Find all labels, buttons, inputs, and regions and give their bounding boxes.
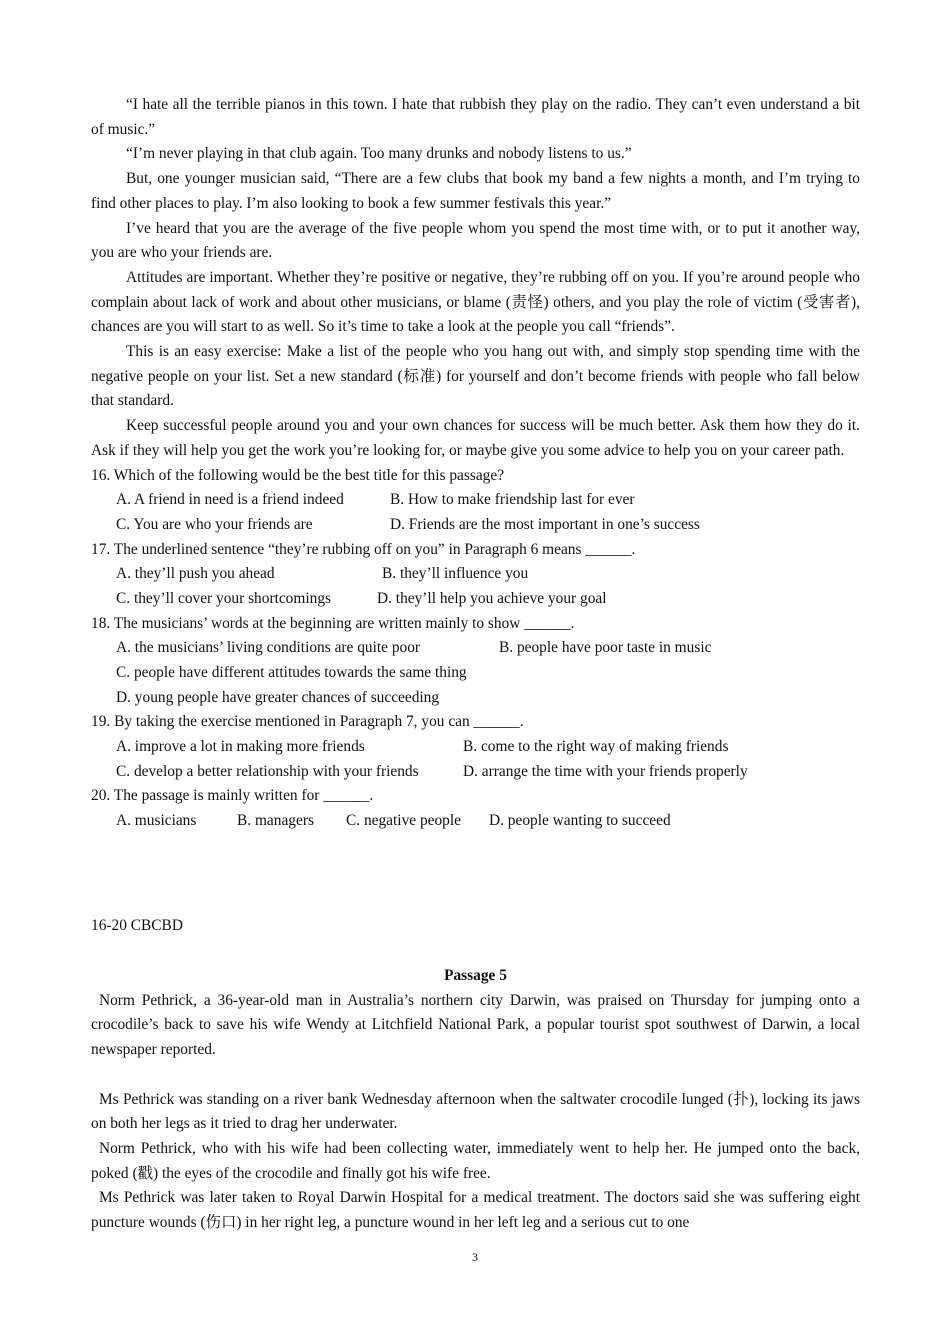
option: A. A friend in need is a friend indeed [116,491,344,509]
option: B. come to the right way of making friends [463,738,729,756]
question-19-stem: 19. By taking the exercise mentioned in Paragraph 7, you can ______. [91,713,524,731]
option: C. people have different attitudes towards the same thing [116,664,467,682]
option-row [91,488,860,513]
paragraph: “I hate all the terrible pianos in this town. I hate that rubbish they play on the radio. They can’t even understand a bit of music.” [91,96,860,138]
page-number: 3 [472,1250,478,1264]
paragraph: Norm Pethrick, a 36-year-old man in Australia’s northern city Darwin, was praised on Thursday for jumping onto a crocodile’s back to save his wife Wendy at Litchfield National Park, a popular tourist spot southwest of Darwin, a local newspaper reported. [91,991,860,1059]
question-stem [91,538,860,563]
option: D. people wanting to succeed [489,812,671,830]
option: D. young people have greater chances of succeeding [116,688,440,706]
option-row [91,735,860,760]
option-row [91,760,860,785]
option: D. arrange the time with your friends properly [463,762,748,780]
paragraph: Ms Pethrick was standing on a river bank Wednesday afternoon when the saltwater crocodile lunged (扑), locking its jaws on both her legs as it tried to drag her underwater. [91,1090,860,1133]
option: A. the musicians’ living conditions are quite poor [116,639,421,657]
answers-block [91,914,860,939]
option-row [91,562,860,587]
paragraph: I’ve heard that you are the average of the five people whom you spend the most time with, or to put it another way, you are who your friends are. [91,219,860,262]
paragraph: Attitudes are important. Whether they’re positive or negative, they’re rubbing off on you. If you’re around people who complain about lack of work and about other musicians, or blame (责怪) others, and you play the role of victim (受害者), chances are you will start to as well. So it’s time to take a look at the people you call “friends”. [91,268,860,336]
option-row [91,809,860,834]
paragraph: Norm Pethrick, who with his wife had been collecting water, immediately went to help her. He jumped onto the back, poked (戳) the eyes of the crocodile and finally got his wife free. [91,1139,860,1182]
option: C. develop a better relationship with your friends [116,762,419,780]
paragraph: Ms Pethrick was later taken to Royal Darwin Hospital for a medical treatment. The doctors said she was suffering eight puncture wounds (伤口) in her right leg, a puncture wound in her left leg and a serious cut to one [91,1189,860,1232]
question-17-stem: 17. The underlined sentence “they’re rubbing off on you” in Paragraph 6 means ______. [91,540,636,558]
option: D. they’ll help you achieve your goal [377,589,607,607]
option: C. they’ll cover your shortcomings [116,589,332,607]
question-20-stem: 20. The passage is mainly written for ______. [91,787,374,805]
option: B. they’ll influence you [382,565,529,583]
paragraph: But, one younger musician said, “There are a few clubs that book my band a few nights a month, and I’m trying to find other places to play. I’m also looking to book a few summer festivals this year.” [91,170,860,212]
question-stem [91,710,860,735]
question-16-stem: 16. Which of the following would be the best title for this passage? [91,466,505,484]
question-stem [91,612,860,637]
passage-title: Passage 5 [444,967,507,984]
option-row [91,587,860,612]
paragraph: Keep successful people around you and your own chances for success will be much better. Ask them how they do it. Ask if they will help you get the work you’re looking for, or maybe give you some advice to help you on your career path. [91,417,860,459]
answer-key: 16-20 CBCBD [91,917,183,934]
paragraph-gap [91,1063,860,1088]
question-stem [91,784,860,809]
option: B. people have poor taste in music [499,639,712,657]
paragraph: “I’m never playing in that club again. Too many drunks and nobody listens to us.” [126,145,632,163]
option-row [91,636,860,661]
paragraph: This is an easy exercise: Make a list of the people who you hang out with, and simply stop spending time with the negative people on your list. Set a new standard (标准) for yourself and don’t become friends with people who fall below that standard. [91,343,860,410]
option: B. How to make friendship last for ever [390,491,635,509]
question-stem [91,464,860,489]
option: B. managers [237,812,314,830]
option: A. musicians [116,812,197,830]
option: C. You are who your friends are [116,515,313,533]
passage4-body [91,93,860,834]
option: A. they’ll push you ahead [116,565,275,583]
option-row [91,661,860,686]
option: C. negative people [346,812,461,830]
option-row [91,686,860,711]
passage5-body [91,964,860,1236]
option-row [91,513,860,538]
option: A. improve a lot in making more friends [116,738,365,756]
question-18-stem: 18. The musicians’ words at the beginning are written mainly to show ______. [91,614,575,632]
option: D. Friends are the most important in one’s success [390,515,700,533]
